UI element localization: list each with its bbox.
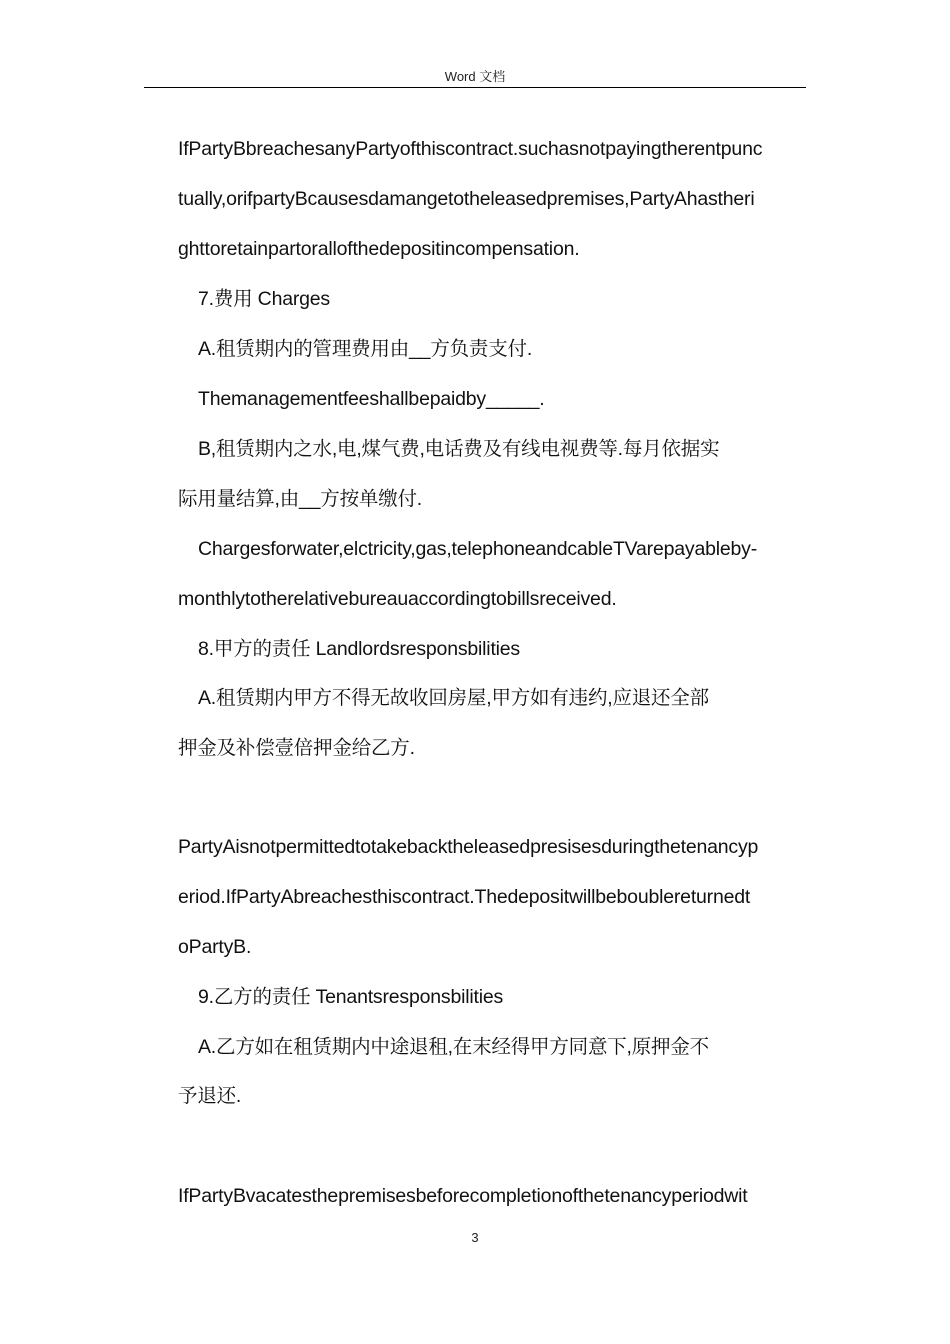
text-line: PartyAisnotpermittedtotakebacktheleasedpresisesduringthetenancyp <box>178 836 759 858</box>
text-line: eriod.IfPartyAbreachesthiscontract.Thedepositwillbeboublereturnedt <box>178 886 751 908</box>
text-line: Chargesforwater,elctricity,gas,telephoneandcableTVarepayableby- <box>198 538 758 560</box>
text-line: Themanagementfeeshallbepaidby_____. <box>198 388 545 410</box>
text-line: 际用量结算,由__方按单缴付. <box>178 488 423 510</box>
page-header: Word 文档 <box>444 69 506 84</box>
section-heading: 7.费用 Charges <box>198 288 330 310</box>
text-line: A.租赁期内的管理费用由__方负责支付. <box>198 338 533 360</box>
header-divider <box>144 87 806 88</box>
text-line: oPartyB. <box>178 936 252 958</box>
text-line: 予退还. <box>178 1085 242 1107</box>
section-heading: 9.乙方的责任 Tenantsresponsbilities <box>198 986 504 1008</box>
text-line: 押金及补偿壹倍押金给乙方. <box>178 737 415 759</box>
page-number: 3 <box>471 1230 479 1245</box>
text-line: tually,orifpartyBcausesdamangetotheleasedpremises,PartyAhastheri <box>178 188 755 210</box>
text-line: IfPartyBvacatesthepremisesbeforecompletionofthetenancyperiodwit <box>178 1185 748 1207</box>
text-line: B,租赁期内之水,电,煤气费,电话费及有线电视费等.每月依据实 <box>198 438 720 460</box>
text-line: IfPartyBbreachesanyPartyofthiscontract.suchasnotpayingtherentpunc <box>178 138 763 160</box>
section-heading: 8.甲方的责任 Landlordsresponsbilities <box>198 638 520 660</box>
text-line: monthlytotherelativebureauaccordingtobillsreceived. <box>178 588 617 610</box>
text-line: A.乙方如在租赁期内中途退租,在末经得甲方同意下,原押金不 <box>198 1036 709 1058</box>
text-line: ghttoretainpartorallofthedepositincompensation. <box>178 238 580 260</box>
text-line: A.租赁期内甲方不得无故收回房屋,甲方如有违约,应退还全部 <box>198 687 709 709</box>
